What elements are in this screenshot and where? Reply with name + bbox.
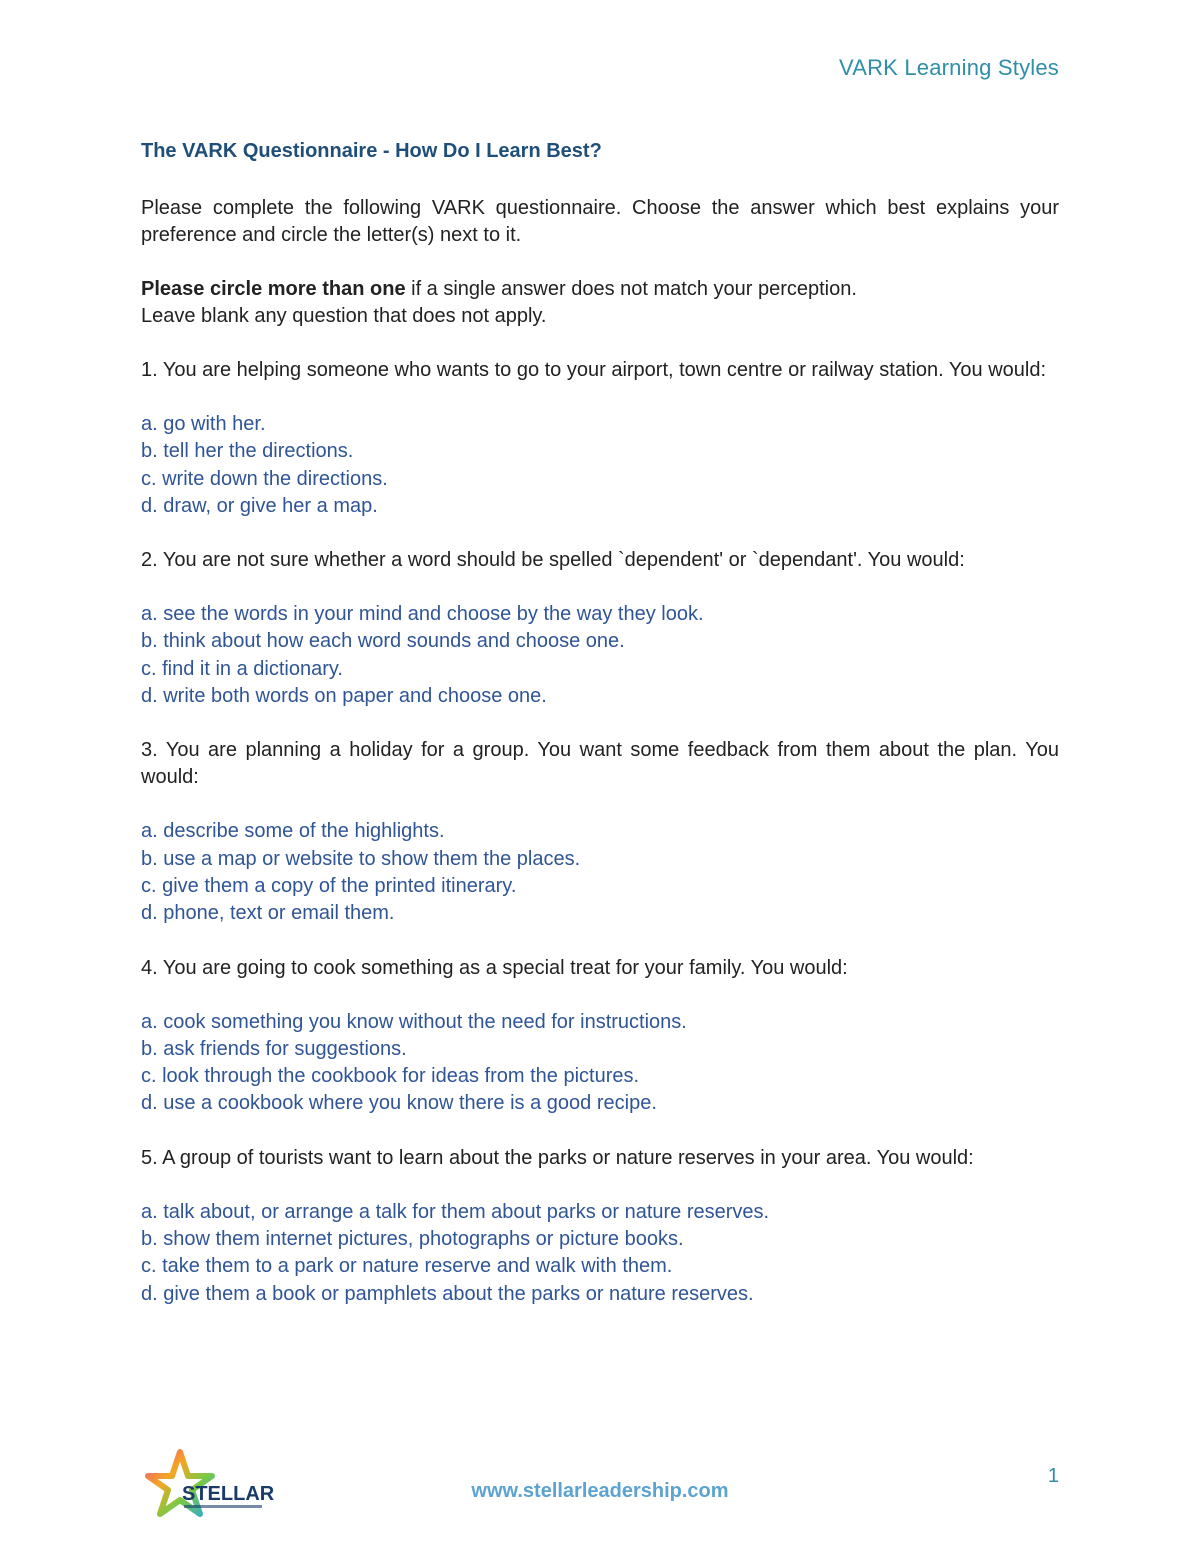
- option-3d: d. phone, text or email them.: [141, 902, 395, 925]
- option-1d: d. draw, or give her a map.: [141, 494, 378, 517]
- logo-underline: [184, 1505, 262, 1508]
- question-4: 4. You are going to cook something as a special treat for your family. You would:: [141, 956, 848, 979]
- option-1c: c. write down the directions.: [141, 467, 388, 490]
- option-5b: b. show them internet pictures, photographs or picture books.: [141, 1228, 684, 1251]
- option-4a: a. cook something you know without the need for instructions.: [141, 1010, 687, 1033]
- option-3b: b. use a map or website to show them the places.: [141, 847, 581, 870]
- option-4d: d. use a cookbook where you know there is a good recipe.: [141, 1092, 657, 1115]
- logo-text: STELLAR: [182, 1483, 275, 1505]
- instructions-line2: Leave blank any question that does not apply.: [141, 305, 547, 327]
- question-1: 1. You are helping someone who wants to go to your airport, town centre or railway station. You would:: [141, 359, 1046, 381]
- page-footer: [0, 1445, 1200, 1553]
- option-5a: a. talk about, or arrange a talk for them about parks or nature reserves.: [141, 1200, 770, 1223]
- footer-url-link[interactable]: www.stellarleadership.com: [471, 1480, 729, 1502]
- question-2-options: [141, 601, 1059, 710]
- question-5-options: [141, 1199, 1059, 1308]
- question-2: 2. You are not sure whether a word should be spelled `dependent' or `dependant'. You would:: [141, 549, 965, 572]
- option-4c: c. look through the cookbook for ideas from the pictures.: [141, 1065, 640, 1088]
- option-5c: c. take them to a park or nature reserve and walk with them.: [141, 1255, 673, 1278]
- document-title: The VARK Questionnaire - How Do I Learn Best?: [141, 140, 602, 162]
- option-1a: a. go with her.: [141, 413, 266, 435]
- option-2d: d. write both words on paper and choose one.: [141, 685, 547, 708]
- question-1-options: [141, 411, 1059, 520]
- option-3c: c. give them a copy of the printed itinerary.: [141, 874, 517, 897]
- option-5d: d. give them a book or pamphlets about the parks or nature reserves.: [141, 1282, 754, 1305]
- instructions-rest: if a single answer does not match your perception.: [405, 278, 857, 300]
- instructions-bold: Please circle more than one: [141, 278, 406, 300]
- option-2a: a. see the words in your mind and choose by the way they look.: [141, 603, 704, 626]
- document-content: [141, 140, 1059, 1335]
- page-number: 1: [1047, 1465, 1059, 1487]
- question-5: 5. A group of tourists want to learn about the parks or nature reserves in your area. You would:: [141, 1146, 974, 1169]
- question-3-options: [141, 818, 1059, 927]
- header-title: VARK Learning Styles: [838, 55, 1059, 80]
- option-3a: a. describe some of the highlights.: [141, 820, 445, 843]
- question-3: 3. You are planning a holiday for a group. You want some feedback from them about the plan. You would:: [141, 739, 1059, 789]
- option-1b: b. tell her the directions.: [141, 440, 354, 463]
- intro-paragraph: Please complete the following VARK questionnaire. Choose the answer which best explains your preference and circle the letter(s) next to it.: [141, 197, 1059, 246]
- option-4b: b. ask friends for suggestions.: [141, 1037, 407, 1060]
- question-4-options: [141, 1009, 1059, 1118]
- instructions-paragraph: [141, 276, 1059, 330]
- option-2c: c. find it in a dictionary.: [141, 657, 343, 680]
- option-2b: b. think about how each word sounds and choose one.: [141, 630, 625, 653]
